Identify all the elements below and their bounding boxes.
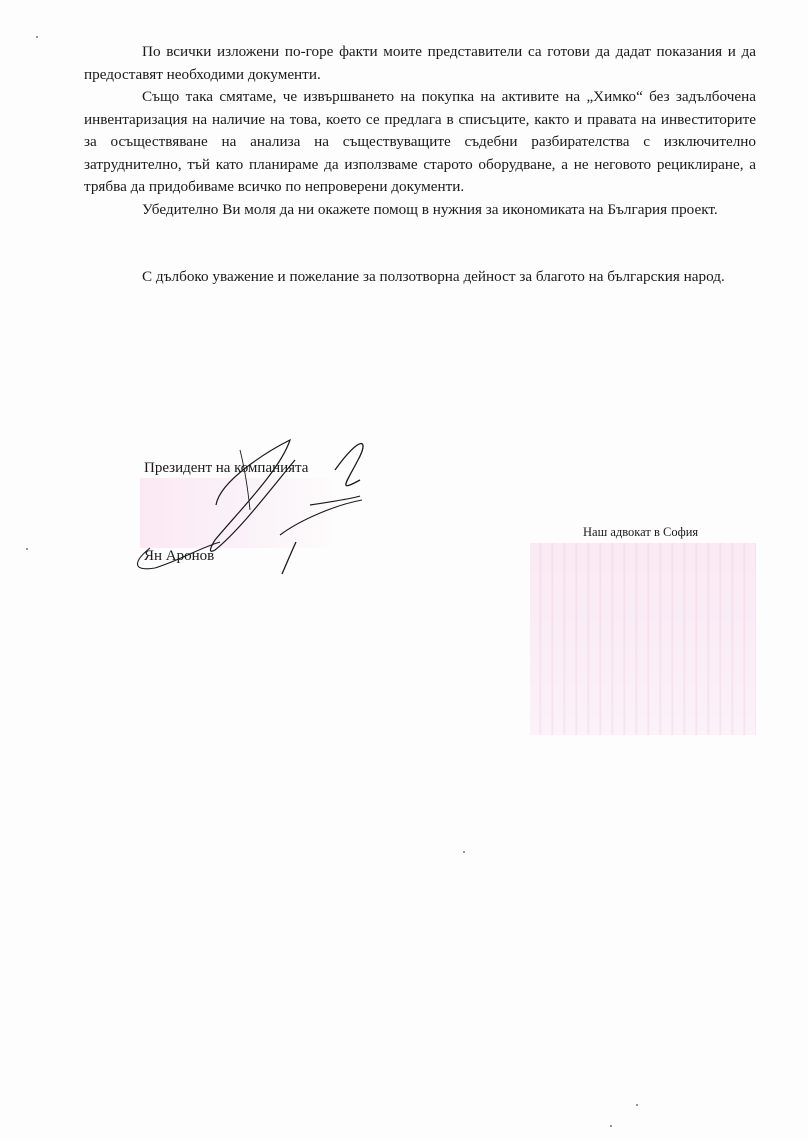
paragraph-closing: С дълбоко уважение и пожелание за ползотворна дейност за благото на българския народ.	[142, 268, 725, 285]
paragraph-asset-purchase: Също така смятаме, че извършването на покупка на активите на „Химко“ без задълбочена инвентаризация на наличие на това, което се предлага в списъците, както и правата на инвеститорите за осъществяване на анализа на съществуващите съдебни разбирателства с изключително затруднително, тъй като планираме да използваме старото оборудване, а не неговото рециклиране, а трябва да придобиваме всичко по непроверени документи.	[84, 88, 756, 195]
scan-speck	[463, 851, 465, 853]
scan-speck	[636, 1104, 638, 1106]
paragraph-witnesses: По всички изложени по-горе факти моите представители са готови да дадат показания и да предоставят необходими документи.	[84, 43, 756, 83]
paragraph-request-help: Убедително Ви моля да ни окажете помощ в нужния за икономиката на България проект.	[142, 200, 718, 218]
letter-body	[84, 41, 756, 289]
scan-speck	[36, 36, 38, 38]
lawyer-label: Наш адвокат в София	[583, 525, 699, 539]
scan-speck	[26, 548, 28, 550]
redacted-stamp-area	[530, 543, 756, 735]
signatory-name: Ян Аронов	[144, 548, 215, 564]
signatory-title: Президент на компанията	[144, 460, 309, 476]
handwritten-signature	[120, 430, 380, 580]
scan-speck	[610, 1125, 612, 1127]
